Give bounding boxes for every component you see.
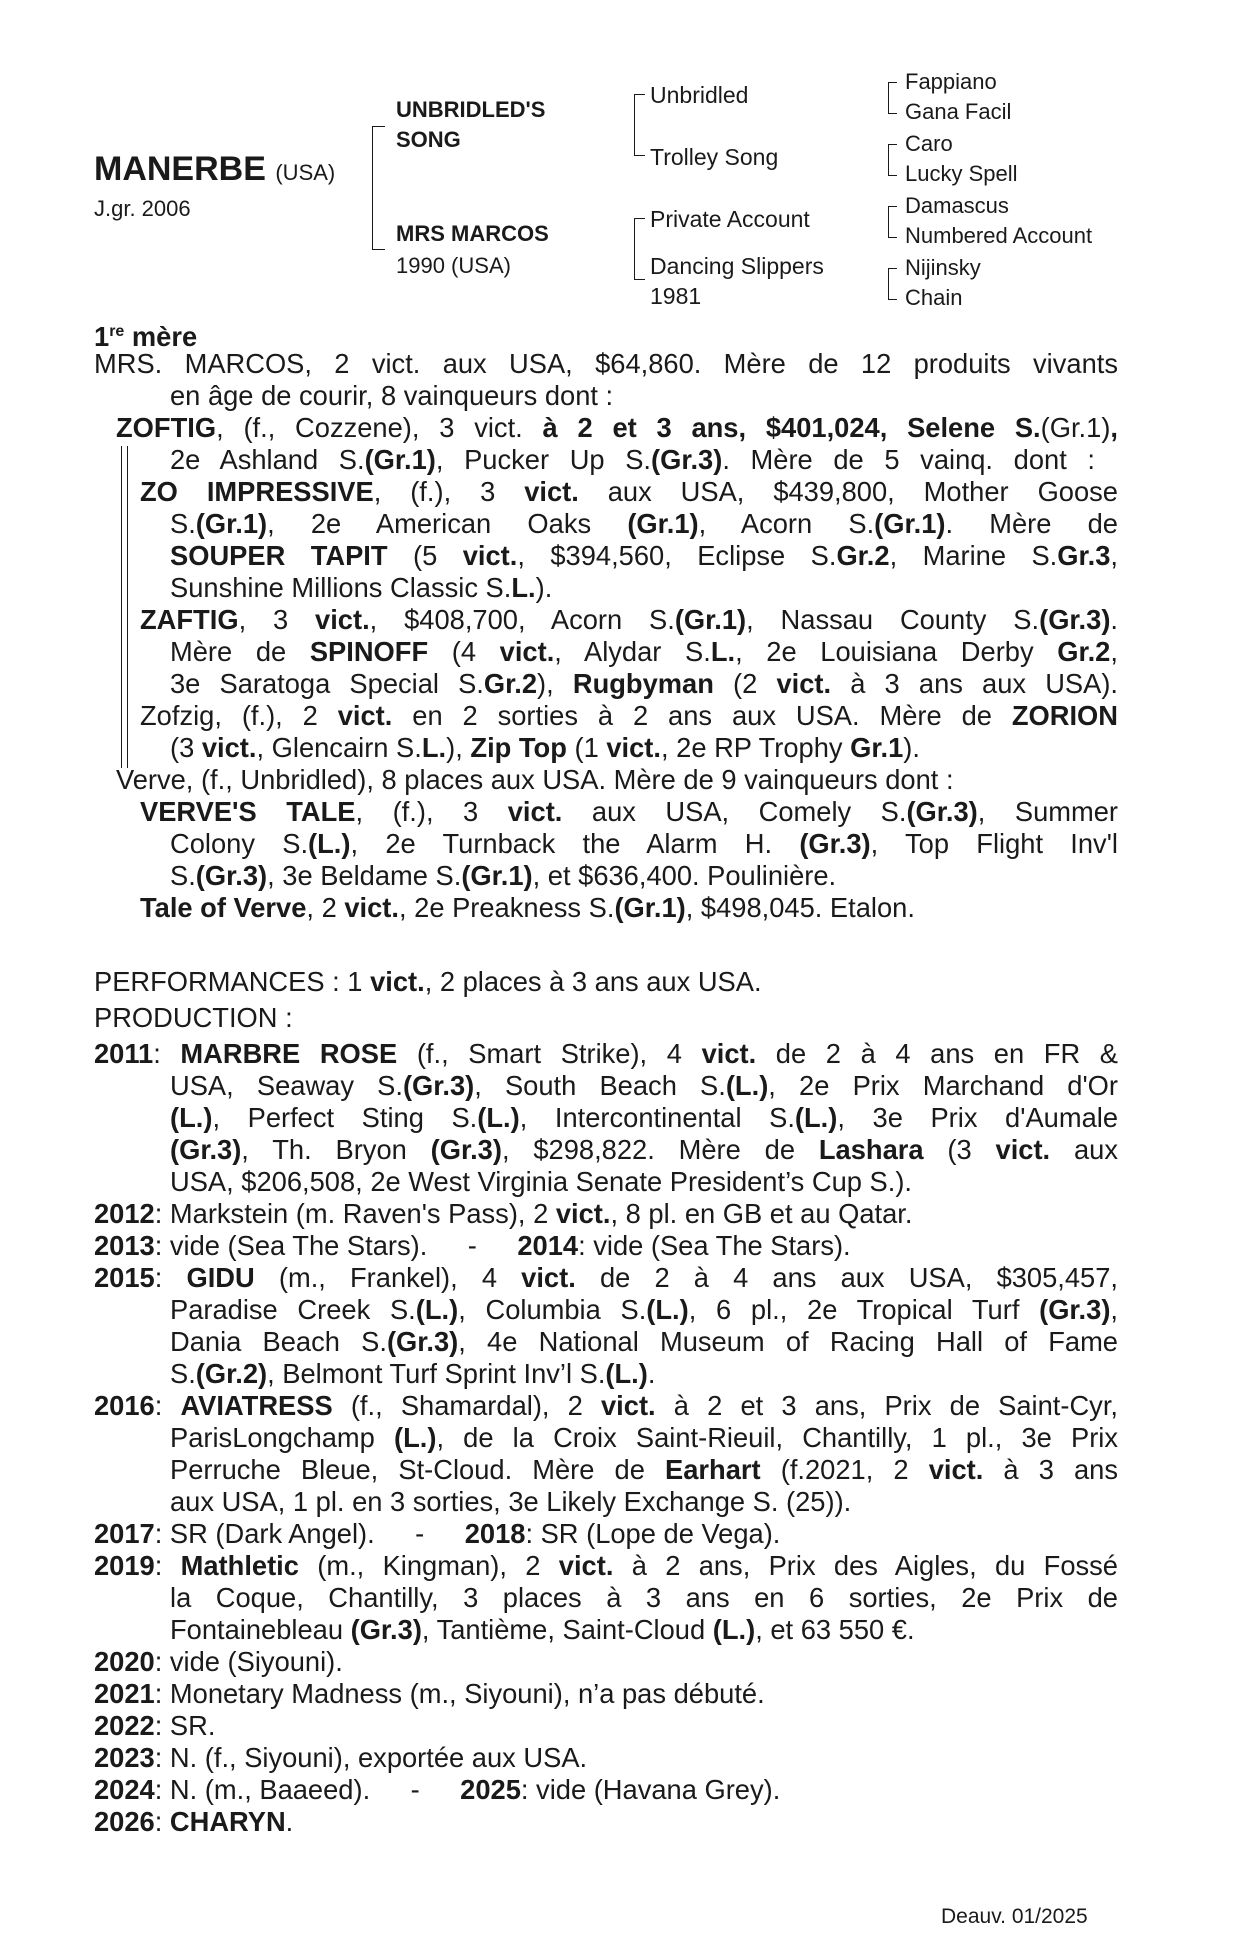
bold-segment: Gr.2	[483, 668, 538, 699]
bold-segment: (Gr.3)	[799, 828, 871, 859]
bold-segment: vict.	[344, 892, 399, 923]
text-segment: :	[154, 1390, 181, 1421]
bold-segment: vict.	[370, 966, 425, 997]
text-segment: , Acorn S.	[698, 508, 875, 539]
text-segment: :	[153, 1038, 181, 1069]
text-segment: (5	[387, 540, 463, 571]
text-segment: : N. (m., Baaeed).	[154, 1774, 371, 1805]
text-segment: à 2 ans, Prix des Aigles, du Fossé	[613, 1550, 1118, 1581]
bold-segment: SOUPER TAPIT	[170, 540, 388, 571]
entry-2014	[517, 1230, 850, 1261]
bold-segment: ZORION	[1011, 700, 1118, 731]
dam-dam-year: 1981	[650, 283, 702, 309]
text-segment: aux USA, Comely S.	[562, 796, 907, 827]
bracket-sire	[634, 94, 645, 156]
text-line	[170, 1102, 1118, 1134]
bold-segment: Earhart	[665, 1454, 761, 1485]
text-segment: , 2 places à 3 ans aux USA.	[424, 966, 762, 997]
text-segment: (2	[713, 668, 777, 699]
text-line	[170, 380, 613, 412]
text-line	[170, 732, 920, 764]
text-segment: , Top Flight Inv'l	[870, 828, 1118, 859]
bold-segment: Rugbyman	[572, 668, 714, 699]
entry-2017	[94, 1518, 375, 1549]
text-line	[170, 828, 1118, 860]
text-line-2017-2018	[94, 1518, 780, 1550]
bold-segment: vict.	[521, 1262, 576, 1293]
bold-segment: CHARYN	[169, 1806, 286, 1837]
dash-separator: -	[467, 1230, 477, 1261]
text-line	[94, 1550, 1118, 1582]
text-segment: , 2e Prix Marchand d'Or	[768, 1070, 1118, 1101]
bold-segment: L.	[421, 732, 447, 763]
text-segment: S.	[170, 1358, 196, 1389]
text-line	[170, 572, 552, 604]
text-segment: , 2e Louisiana Derby	[735, 636, 1058, 667]
ggp-2: Gana Facil	[905, 99, 1012, 124]
text-segment: : vide (Sea The Stars).	[154, 1230, 428, 1261]
dash-separator: -	[410, 1774, 420, 1805]
sire-dam: Trolley Song	[650, 144, 779, 170]
text-segment: , 2e Turnback the Alarm H.	[350, 828, 800, 859]
bold-segment: 2013	[94, 1230, 155, 1261]
text-segment: , Glencairn S.	[256, 732, 422, 763]
horse-details: J.gr. 2006	[94, 196, 191, 221]
text-segment: , Th. Bryon	[241, 1134, 431, 1165]
bold-segment: (Gr.1)	[874, 508, 946, 539]
text-segment: , Summer	[977, 796, 1118, 827]
bold-segment: (L.)	[712, 1614, 756, 1645]
text-segment: S.	[170, 860, 196, 891]
text-segment: , Marine S.	[889, 540, 1058, 571]
bold-segment: 2011	[94, 1038, 154, 1069]
text-segment: :	[154, 1262, 187, 1293]
ggp-6: Numbered Account	[905, 223, 1093, 248]
text-segment: , 2e American Oaks	[267, 508, 628, 539]
bold-segment: vict.	[606, 732, 661, 763]
text-segment: :	[154, 1806, 170, 1837]
text-line	[170, 1294, 1118, 1326]
text-segment: (Gr.1)	[1040, 412, 1111, 443]
text-line	[140, 476, 1118, 508]
text-line	[170, 1134, 1118, 1166]
text-line	[94, 348, 1118, 380]
text-segment: , de la Croix Saint-Rieuil, Chantilly, 1 pl., 3e Prix	[436, 1422, 1119, 1453]
text-line	[170, 668, 1118, 700]
bold-segment: (L.)	[477, 1102, 520, 1133]
text-segment: : vide (Siyouni).	[154, 1646, 343, 1677]
bold-segment: Mathletic	[180, 1550, 299, 1581]
bold-segment: vict.	[776, 668, 832, 699]
bold-segment: 2021	[94, 1678, 155, 1709]
text-segment: aux	[1050, 1134, 1118, 1165]
text-line	[116, 764, 954, 796]
text-segment: USA, $206,508, 2e West Virginia Senate President’s Cup S.).	[170, 1166, 913, 1197]
text-segment: , South Beach S.	[474, 1070, 726, 1101]
horse-name-block	[94, 150, 335, 189]
text-segment: à 3 ans	[983, 1454, 1118, 1485]
text-segment: Perruche Bleue, St-Cloud. Mère de	[170, 1454, 666, 1485]
text-segment: , 2e RP Trophy	[660, 732, 851, 763]
text-line	[94, 1262, 1118, 1294]
text-line	[140, 796, 1118, 828]
text-line	[94, 1002, 293, 1034]
text-segment: PERFORMANCES : 1	[94, 966, 371, 997]
bold-segment: 2015	[94, 1262, 155, 1293]
bold-segment: (Gr.1)	[364, 444, 436, 475]
text-segment: Dania Beach S.	[170, 1326, 387, 1357]
text-line	[94, 1038, 1118, 1070]
text-segment: :	[154, 1550, 181, 1581]
bold-segment: (L.)	[170, 1102, 213, 1133]
bracket-ggp-1	[888, 82, 897, 114]
bracket-ggp-2	[888, 144, 897, 176]
text-segment: de 2 à 4 ans en FR &	[756, 1038, 1118, 1069]
text-segment: vict.	[371, 348, 421, 379]
bold-segment: (Gr.1)	[674, 604, 747, 635]
bold-segment: vict.	[315, 604, 370, 635]
bold-segment: vict.	[462, 540, 518, 571]
text-segment: ,	[1110, 540, 1118, 571]
first-dam-heading-sup: re	[109, 323, 125, 340]
bold-segment: vict.	[499, 636, 555, 667]
bold-segment: (Gr.3)	[170, 1134, 242, 1165]
bold-segment: (Gr.3)	[651, 444, 723, 475]
bold-segment: Zip Top	[470, 732, 567, 763]
horse-name: MANERBE	[94, 150, 266, 188]
bold-segment: 2018	[464, 1518, 526, 1549]
bold-segment: (Gr.3)	[1039, 1294, 1111, 1325]
text-segment: de 2 à 4 ans aux USA, $305,457,	[575, 1262, 1119, 1293]
bold-segment: ZAFTIG	[140, 604, 239, 635]
text-segment: , 4e National Museum of Racing Hall of Fame	[458, 1326, 1118, 1357]
text-segment: à 2 et 3 ans, Prix de Saint-Cyr,	[655, 1390, 1118, 1421]
text-segment: : SR.	[154, 1710, 216, 1741]
text-line-2024-2025	[94, 1774, 780, 1806]
bold-segment: vict.	[701, 1038, 757, 1069]
ggp-4: Lucky Spell	[905, 161, 1018, 186]
text-segment: : vide (Havana Grey).	[520, 1774, 781, 1805]
bold-segment: (Gr.1)	[614, 892, 686, 923]
bold-segment: ,	[1110, 412, 1119, 443]
text-segment: : vide (Sea The Stars).	[578, 1230, 851, 1261]
bold-segment: 2020	[94, 1646, 155, 1677]
bold-segment: MARBRE ROSE	[180, 1038, 398, 1069]
bracket-ggp-4	[888, 268, 897, 300]
text-segment: (1	[566, 732, 607, 763]
bold-segment: (Gr.1)	[195, 508, 268, 539]
bold-segment: 2024	[94, 1774, 155, 1805]
text-line	[116, 412, 1118, 444]
bold-segment: (L.)	[308, 828, 351, 859]
bold-segment: 2023	[94, 1742, 155, 1773]
text-segment: en âge de courir, 8 vainqueurs dont :	[170, 380, 614, 411]
text-segment: , $298,822. Mère de	[501, 1134, 819, 1165]
text-line	[170, 1454, 1118, 1486]
bold-segment: vict.	[337, 700, 393, 731]
bold-segment: SPINOFF	[309, 636, 429, 667]
text-line	[170, 1582, 1118, 1614]
first-dam-heading-num: 1	[94, 321, 110, 353]
bold-segment: Gr.2	[1057, 636, 1111, 667]
entry-2025	[460, 1774, 780, 1805]
bold-segment: (L.)	[646, 1294, 689, 1325]
bold-segment: (Gr.3)	[350, 1614, 422, 1645]
text-segment: ),	[537, 668, 573, 699]
text-segment: , 6 pl., 2e Tropical Turf	[688, 1294, 1040, 1325]
text-line	[170, 1358, 655, 1390]
text-segment: , 8 pl. en GB et au Qatar.	[610, 1198, 913, 1229]
text-line	[94, 1646, 343, 1678]
family-line-2	[127, 446, 128, 768]
sire-name-line1: UNBRIDLED'S	[396, 97, 546, 122]
bold-segment: (L.)	[394, 1422, 437, 1453]
text-segment: (3	[923, 1134, 996, 1165]
bold-segment: GIDU	[186, 1262, 255, 1293]
text-segment: ,	[1110, 636, 1118, 667]
text-segment: aux USA, $64,860. Mère de 12 produits vivants	[420, 348, 1118, 379]
bold-segment: 2012	[94, 1198, 155, 1229]
text-segment: Mère de	[170, 636, 310, 667]
text-segment: , et 63 550 €.	[755, 1614, 915, 1645]
bracket-horse	[372, 126, 385, 250]
bold-segment: 2026	[94, 1806, 155, 1837]
text-segment: Colony S.	[170, 828, 309, 859]
bold-segment: (Gr.2)	[195, 1358, 268, 1389]
text-segment: PRODUCTION :	[94, 1002, 293, 1033]
bracket-ggp-3	[888, 206, 897, 238]
text-segment: vict.	[474, 412, 523, 443]
text-segment: Verve, (f., Unbridled), 8 places aux USA. Mère de 9 vainqueurs dont :	[116, 764, 954, 795]
text-line	[170, 1422, 1118, 1454]
ggp-3: Caro	[905, 131, 953, 156]
text-segment: , Alydar S.	[554, 636, 711, 667]
text-segment: (f.2021, 2	[760, 1454, 929, 1485]
bold-segment: 2014	[517, 1230, 579, 1261]
entry-2013	[94, 1230, 427, 1261]
text-segment: (f., Smart Strike), 4	[397, 1038, 702, 1069]
text-segment: : Monetary Madness (m., Siyouni), n’a pas débuté.	[154, 1678, 765, 1709]
bold-segment: vict.	[928, 1454, 984, 1485]
entry-2024	[94, 1774, 370, 1805]
text-segment: : Markstein (m. Raven's Pass), 2	[154, 1198, 556, 1229]
text-segment: , 3e Prix d'Aumale	[837, 1102, 1118, 1133]
bold-segment: (Gr.3)	[906, 796, 978, 827]
text-line	[94, 1742, 587, 1774]
text-segment: (4	[428, 636, 500, 667]
text-segment: : N. (f., Siyouni), exportée aux USA.	[154, 1742, 588, 1773]
text-line	[170, 508, 1118, 540]
bold-segment: ZO IMPRESSIVE	[140, 476, 374, 507]
text-segment: 2e Ashland S.	[170, 444, 365, 475]
text-line	[170, 1166, 912, 1198]
bold-segment: (Gr.3)	[1039, 604, 1111, 635]
text-segment: , (f.), 3	[373, 476, 525, 507]
text-segment: en 2 sorties à 2 ans aux USA. Mère de	[392, 700, 1012, 731]
text-line	[170, 636, 1118, 668]
sire-sire: Unbridled	[650, 82, 749, 108]
text-line	[94, 1678, 765, 1710]
text-segment: , Perfect Sting S.	[212, 1102, 478, 1133]
text-segment: ).	[903, 732, 920, 763]
text-segment: , 3	[238, 604, 316, 635]
text-segment: , Intercontinental S.	[519, 1102, 795, 1133]
text-line-2013-2014	[94, 1230, 851, 1262]
text-segment: , $498,045. Etalon.	[685, 892, 915, 923]
text-segment: .	[1110, 604, 1118, 635]
text-segment: . Mère de 5 vainq. dont :	[722, 444, 1096, 475]
bold-segment: ZOFTIG	[116, 412, 217, 443]
text-segment: Zofzig, (f.), 2	[140, 700, 338, 731]
bold-segment: (L.)	[794, 1102, 838, 1133]
text-segment: , $408,700, Acorn S.	[369, 604, 675, 635]
bold-segment: (Gr.1)	[461, 860, 533, 891]
text-line	[94, 1710, 215, 1742]
bold-segment: (Gr.3)	[386, 1326, 459, 1357]
dam-dam: Dancing Slippers	[650, 253, 824, 279]
first-dam-heading-word: mère	[124, 321, 198, 353]
text-segment: USA, Seaway S.	[170, 1070, 403, 1101]
text-line	[94, 1198, 912, 1230]
text-segment: ,	[1110, 1294, 1118, 1325]
entry-2018	[465, 1518, 781, 1549]
bold-segment: Gr.3	[1057, 540, 1111, 571]
bold-segment: 2017	[94, 1518, 155, 1549]
text-line	[94, 966, 762, 998]
text-segment: . Mère de	[945, 508, 1118, 539]
text-line	[170, 860, 836, 892]
bold-segment: vict.	[558, 1550, 614, 1581]
bold-segment: (Gr.1)	[627, 508, 699, 539]
dash-separator: -	[415, 1518, 425, 1549]
text-segment: , et $636,400. Poulinière.	[532, 860, 837, 891]
footer-reference: Deauv. 01/2025	[941, 1905, 1088, 1928]
ggp-1: Fappiano	[905, 69, 997, 94]
text-segment: MRS. MARCOS, 2	[94, 348, 372, 379]
bold-segment: AVIATRESS	[180, 1390, 333, 1421]
text-segment: , 2	[306, 892, 345, 923]
text-segment: (m., Kingman), 2	[298, 1550, 559, 1581]
horse-country: (USA)	[275, 160, 336, 185]
text-segment: : SR (Lope de Vega).	[525, 1518, 781, 1549]
text-segment: à 3 ans aux USA).	[831, 668, 1118, 699]
ggp-7: Nijinsky	[905, 255, 981, 280]
bold-segment: 2016	[94, 1390, 155, 1421]
text-segment: (m., Frankel), 4	[254, 1262, 522, 1293]
text-line	[140, 700, 1118, 732]
text-segment: , $394,560, Eclipse S.	[517, 540, 837, 571]
bold-segment: Tale of Verve	[140, 892, 307, 923]
bracket-dam	[634, 218, 645, 280]
text-line	[94, 1390, 1118, 1422]
bold-segment: vict.	[601, 1390, 656, 1421]
bold-segment: vict.	[995, 1134, 1051, 1165]
text-segment: , (f., Cozzene), 3	[216, 412, 475, 443]
text-segment: .	[647, 1358, 656, 1389]
text-segment: Fontainebleau	[170, 1614, 351, 1645]
text-segment: aux USA, $439,800, Mother Goose	[578, 476, 1118, 507]
text-line	[170, 1326, 1118, 1358]
text-segment: , (f.), 3	[355, 796, 508, 827]
text-segment: .	[285, 1806, 294, 1837]
bold-segment: Gr.2	[836, 540, 890, 571]
sire-name-line2: SONG	[396, 127, 461, 152]
dam-name: MRS MARCOS	[396, 221, 549, 246]
text-segment: S.	[170, 508, 196, 539]
bold-segment: vict.	[507, 796, 563, 827]
text-line	[170, 1614, 915, 1646]
text-segment: , Pucker Up S.	[435, 444, 652, 475]
bold-segment: (Gr.3)	[430, 1134, 502, 1165]
text-segment: , 2e Preakness S.	[398, 892, 615, 923]
text-line	[170, 1070, 1118, 1102]
bold-segment: vict.	[524, 476, 579, 507]
text-segment: , Nassau County S.	[746, 604, 1040, 635]
dam-details: 1990 (USA)	[396, 253, 511, 278]
text-segment: , Belmont Turf Sprint Inv’l S.	[267, 1358, 606, 1389]
bold-segment: Gr.1	[850, 732, 904, 763]
sire-name	[396, 95, 545, 155]
text-line	[170, 540, 1118, 572]
text-line	[140, 892, 915, 924]
text-segment: Paradise Creek S.	[170, 1294, 416, 1325]
text-segment: ),	[446, 732, 471, 763]
text-segment: aux USA, 1 pl. en 3 sorties, 3e Likely Exchange S. (25)).	[170, 1486, 852, 1517]
bold-segment: Lashara	[818, 1134, 924, 1165]
bold-segment: 2019	[94, 1550, 155, 1581]
text-segment: : SR (Dark Angel).	[154, 1518, 375, 1549]
text-segment: (f., Shamardal), 2	[332, 1390, 601, 1421]
text-line	[140, 604, 1118, 636]
text-segment: , Tantième, Saint-Cloud	[421, 1614, 713, 1645]
bold-segment: (L.)	[725, 1070, 769, 1101]
dam-sire: Private Account	[650, 206, 810, 232]
bold-segment: (Gr.3)	[402, 1070, 475, 1101]
bold-segment: L.	[511, 572, 536, 603]
text-segment: ).	[535, 572, 553, 603]
bold-segment: à 2 et 3 ans, $401,024, Selene S.	[522, 412, 1041, 443]
bold-segment: 2025	[460, 1774, 521, 1805]
text-segment: (3	[170, 732, 202, 763]
ggp-8: Chain	[905, 285, 963, 310]
bold-segment: L.	[710, 636, 736, 667]
text-segment: ParisLongchamp	[170, 1422, 394, 1453]
text-segment: , Columbia S.	[458, 1294, 647, 1325]
text-line	[94, 1806, 293, 1838]
text-segment: 3e Saratoga Special S.	[170, 668, 484, 699]
text-segment: , 3e Beldame S.	[267, 860, 462, 891]
bold-segment: vict.	[555, 1198, 611, 1229]
bold-segment: 2022	[94, 1710, 155, 1741]
text-segment: Sunshine Millions Classic S.	[170, 572, 512, 603]
bold-segment: (L.)	[605, 1358, 648, 1389]
ggp-5: Damascus	[905, 193, 1009, 218]
bold-segment: (L.)	[415, 1294, 459, 1325]
bold-segment: vict.	[201, 732, 257, 763]
family-line-1	[121, 446, 122, 768]
bold-segment: (Gr.3)	[195, 860, 268, 891]
text-line	[170, 444, 1095, 476]
text-line	[170, 1486, 851, 1518]
bold-segment: VERVE'S TALE	[140, 796, 356, 827]
text-segment: la Coque, Chantilly, 3 places à 3 ans en 6 sorties, 2e Prix de	[170, 1582, 1118, 1613]
